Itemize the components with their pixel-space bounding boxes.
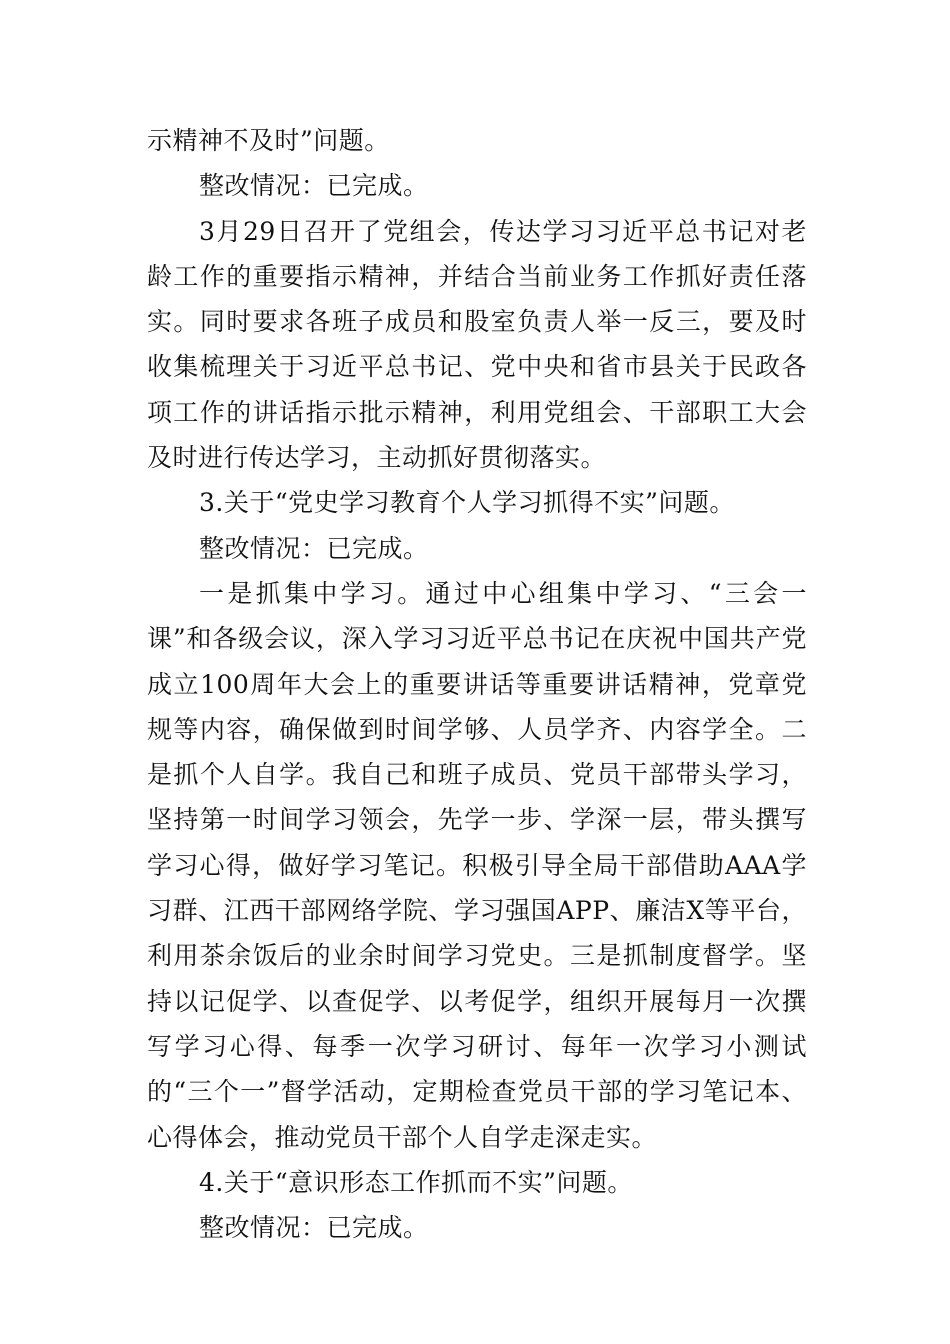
paragraph-issue-3-heading: 3.关于“党史学习教育个人学习抓得不实”问题。	[199, 488, 735, 518]
paragraph-issue-4-heading: 4.关于“意识形态工作抓而不实”问题。	[199, 1167, 633, 1197]
paragraph-study-measures: 一是抓集中学习。通过中心组集中学习、“三会一课”和各级会议，深入学习习近平总书记在庆祝中国共产党成立100周年大会上的重要讲话等重要讲话精神，党章党规等内容，确保做到时间学够、人员学齐、内容学全。二是抓个人自学。我自己和班子成员、党员干部带头学习，坚持第一时间学习领会，先学一步、学深一层，带头撰写学习心得，做好学习笔记。积极引导全局干部借助AAA学习群、江西干部网络学院、学习强国APP、廉洁X等平台，利用茶余饭后的业余时间学习党史。三是抓制度督学。坚持以记促学、以查促学、以考促学，组织开展每月一次撰写学习心得、每季一次学习研讨、每年一次学习小测试的“三个一”督学活动，定期检查党员干部的学习笔记本、心得体会，推动党员干部个人自学走深走实。	[147, 578, 807, 1152]
document-body	[147, 118, 807, 1250]
paragraph-rectification-status: 整改情况：已完成。	[199, 533, 429, 563]
paragraph-party-meeting: 3月29日召开了党组会，传达学习习近平总书记对老龄工作的重要指示精神，并结合当前业务工作抓好责任落实。同时要求各班子成员和股室负责人举一反三，要及时收集梳理关于习近平总书记、党中央和省市县关于民政各项工作的讲话指示批示精神，利用党组会、干部职工大会及时进行传达学习，主动抓好贯彻落实。	[147, 216, 807, 473]
paragraph-continuation: 示精神不及时”问题。	[147, 126, 390, 155]
paragraph-rectification-status: 整改情况：已完成。	[199, 171, 429, 201]
paragraph-rectification-status: 整改情况：已完成。	[199, 1213, 429, 1243]
